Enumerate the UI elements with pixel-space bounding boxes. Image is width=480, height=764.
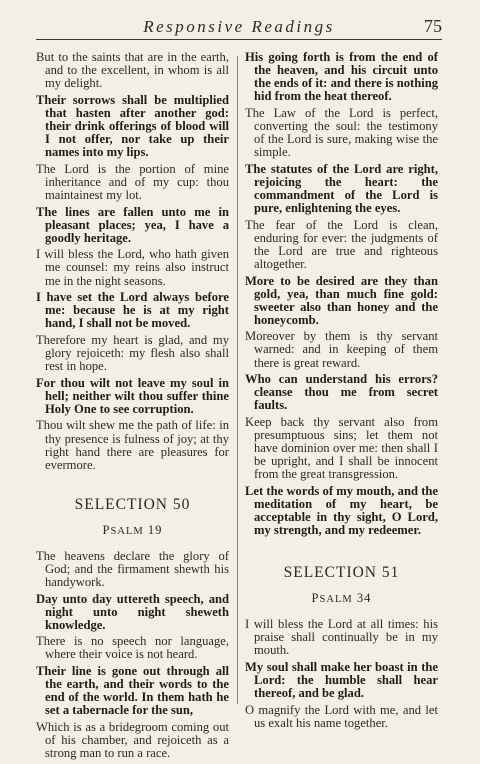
selection-title: SELECTION 51: [283, 564, 400, 582]
verse: My soul shall make her boast in the Lord: the humble shall hear thereof, and be glad.: [245, 660, 438, 701]
psalm-word: PSALM: [102, 522, 144, 537]
verses-bottom: [36, 550, 229, 760]
verse: O magnify the Lord with me, and let us exalt his name together.: [245, 702, 438, 730]
verse: I have set the Lord always before me: because he is at my right hand, I shall not be moved.: [36, 290, 229, 331]
verse: Keep back thy servant also from presumptuous sins; let them not have dominion over me: then shall I be upright, and I shall be innocent from the great transgression.: [245, 414, 438, 482]
verses-bottom: [245, 618, 438, 730]
verse: The Lord is the portion of mine inheritance and of my cup: thou maintainest my lot.: [36, 161, 229, 202]
verse: Let the words of my mouth, and the meditation of my heart, be acceptable in thy sight, O Lord, my strength, and my redeemer.: [245, 483, 438, 538]
verse: Day unto day uttereth speech, and night unto night sheweth knowledge.: [36, 591, 229, 632]
header-rule: [36, 39, 442, 40]
verse: The statutes of the Lord are right, rejoicing the heart: the commandment of the Lord is pure, enlightening the eyes.: [245, 161, 438, 216]
column-divider: [237, 56, 238, 704]
verse: There is no speech nor language, where their voice is not heard.: [36, 634, 229, 662]
verse: The fear of the Lord is clean, enduring for ever: the judgments of the Lord are true and righteous altogether.: [245, 217, 438, 271]
verse: The Law of the Lord is perfect, converting the soul: the testimony of the Lord is sure, making wise the simple.: [245, 105, 438, 160]
page-number: 75: [424, 16, 442, 36]
verse: But to the saints that are in the earth, and to the excellent, in whom is all my delight.: [36, 50, 229, 91]
verse: The heavens declare the glory of God; and the firmament shewth his handywork.: [36, 548, 229, 589]
psalm-heading: [36, 523, 229, 538]
psalm-word: PSALM: [311, 591, 353, 606]
verse: I will bless the Lord at all times: his praise shall continually be in my mouth.: [245, 617, 438, 658]
verse: His going forth is from the end of the heaven, and his circuit unto the ends of it: and there is nothing hid from the heat thereof.: [245, 50, 438, 104]
left-column: [36, 51, 229, 764]
running-title: Responsive Readings: [143, 17, 335, 36]
selection-title: SELECTION 50: [74, 495, 191, 513]
verses-top: [36, 51, 229, 472]
psalm-heading: [245, 591, 438, 606]
verse: Who can understand his errors? cleanse thou me from secret faults.: [245, 372, 438, 413]
page-header: [36, 14, 442, 38]
verse: More to be desired are they than gold, yea, than much fine gold: sweeter also than honey and the honeycomb.: [245, 273, 438, 327]
psalm-number: 34: [356, 591, 372, 606]
verse: For thou wilt not leave my soul in hell; neither wilt thou suffer thine Holy One to see corruption.: [36, 375, 229, 416]
verse: Thou wilt shew me the path of life: in thy presence is fulness of joy; at thy right hand there are pleasures for evermore.: [36, 418, 229, 472]
verse: I will bless the Lord, who hath given me counsel: my reins also instruct me in the night seasons.: [36, 247, 229, 288]
verse: Their line is gone out through all the earth, and their words to the end of the world. In them hath he set a tabernacle for the sun,: [36, 664, 229, 718]
verse: The lines are fallen unto me in pleasant places; yea, I have a goodly heritage.: [36, 204, 229, 245]
psalm-number: 19: [147, 522, 163, 537]
verse: Their sorrows shall be multiplied that hasten after another god: their drink offerings of blood will I not offer, nor take up their names into my lips.: [36, 92, 229, 160]
verse: Which is as a bridegroom coming out of his chamber, and rejoiceth as a strong man to run a race.: [36, 719, 229, 761]
verses-top: [245, 51, 438, 537]
right-column: [245, 51, 438, 734]
verse: Moreover by them is thy servant warned: and in keeping of them there is great reward.: [245, 329, 438, 370]
verse: Therefore my heart is glad, and my glory rejoiceth: my flesh also shall rest in hope.: [36, 332, 229, 374]
